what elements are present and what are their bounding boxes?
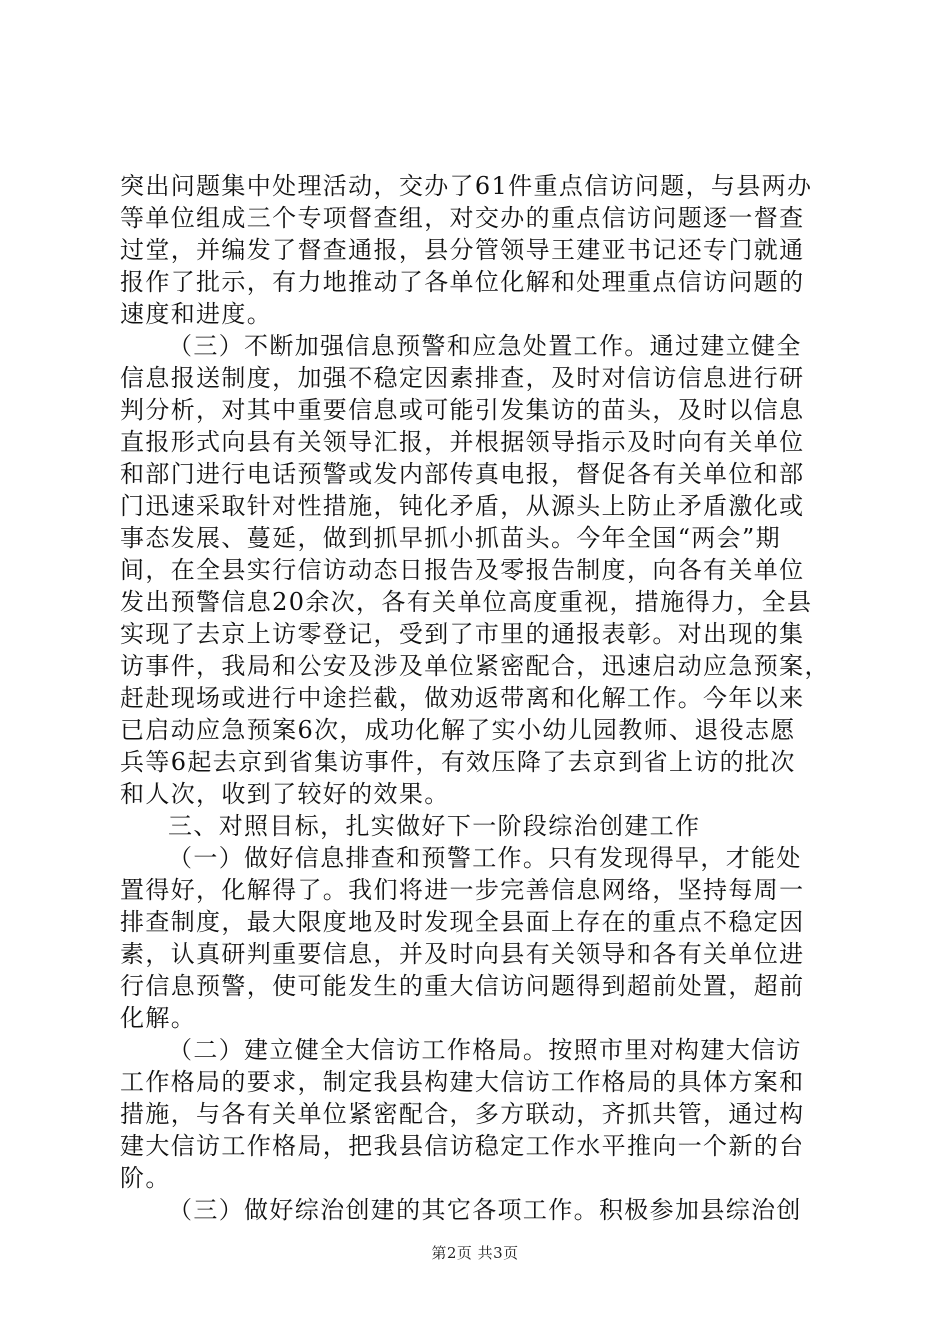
body-line: 建大信访工作格局，把我县信访稳定工作水平推向一个新的台 bbox=[120, 1132, 805, 1160]
body-line: 素，认真研判重要信息，并及时向县有关领导和各有关单位进 bbox=[120, 940, 805, 968]
page-number-footer: 第2页 共3页 bbox=[431, 1244, 519, 1262]
body-line: 判分析，对其中重要信息或可能引发集访的苗头，及时以信息 bbox=[120, 396, 805, 424]
body-line: 过堂，并编发了督查通报，县分管领导王建亚书记还专门就通 bbox=[120, 236, 805, 264]
body-line: 门迅速采取针对性措施，钝化矛盾，从源头上防止矛盾激化或 bbox=[120, 492, 805, 520]
body-line: 直报形式向县有关领导汇报，并根据领导指示及时向有关单位 bbox=[120, 428, 805, 456]
body-line: 实现了去京上访零登记，受到了市里的通报表彰。对出现的集 bbox=[120, 620, 805, 648]
body-line: 排查制度，最大限度地及时发现全县面上存在的重点不稳定因 bbox=[120, 908, 805, 936]
body-line: 信息报送制度，加强不稳定因素排查，及时对信访信息进行研 bbox=[120, 364, 805, 392]
body-line: 行信息预警，使可能发生的重大信访问题得到超前处置，超前 bbox=[120, 972, 805, 1000]
section-heading: 三、对照目标，扎实做好下一阶段综治创建工作 bbox=[168, 812, 701, 840]
body-line: 访事件，我局和公安及涉及单位紧密配合，迅速启动应急预案， bbox=[120, 652, 830, 680]
body-line: 速度和进度。 bbox=[120, 300, 273, 328]
body-line: 突出问题集中处理活动，交办了61件重点信访问题，与县两办 bbox=[120, 172, 813, 200]
body-line: 已启动应急预案6次，成功化解了实小幼儿园教师、退役志愿 bbox=[120, 716, 796, 744]
body-line: 工作格局的要求，制定我县构建大信访工作格局的具体方案和 bbox=[120, 1068, 805, 1096]
body-line: 阶。 bbox=[120, 1164, 171, 1192]
body-line: 化解。 bbox=[120, 1004, 197, 1032]
body-line: 发出预警信息20余次，各有关单位高度重视，措施得力，全县 bbox=[120, 588, 813, 616]
body-line: 和人次，收到了较好的效果。 bbox=[120, 780, 450, 808]
body-line: 兵等6起去京到省集访事件，有效压降了去京到省上访的批次 bbox=[120, 748, 796, 776]
body-line: 报作了批示，有力地推动了各单位化解和处理重点信访问题的 bbox=[120, 268, 805, 296]
body-line: 置得好，化解得了。我们将进一步完善信息网络，坚持每周一 bbox=[120, 876, 805, 904]
body-line: 间，在全县实行信访动态日报告及零报告制度，向各有关单位 bbox=[120, 556, 805, 584]
paragraph-heading-line: （二）建立健全大信访工作格局。按照市里对构建大信访 bbox=[168, 1036, 802, 1064]
paragraph-heading-line: （三）不断加强信息预警和应急处置工作。通过建立健全 bbox=[168, 332, 802, 360]
body-line: 事态发展、蔓延，做到抓早抓小抓苗头。今年全国“两会”期 bbox=[120, 524, 781, 552]
body-line: 和部门进行电话预警或发内部传真电报，督促各有关单位和部 bbox=[120, 460, 805, 488]
body-line: 赶赴现场或进行中途拦截，做劝返带离和化解工作。今年以来 bbox=[120, 684, 805, 712]
paragraph-heading-line: （一）做好信息排查和预警工作。只有发现得早，才能处 bbox=[168, 844, 802, 872]
paragraph-heading-line: （三）做好综治创建的其它各项工作。积极参加县综治创 bbox=[168, 1196, 802, 1224]
body-line: 措施，与各有关单位紧密配合，多方联动，齐抓共管，通过构 bbox=[120, 1100, 805, 1128]
body-line: 等单位组成三个专项督查组，对交办的重点信访问题逐一督查 bbox=[120, 204, 805, 232]
